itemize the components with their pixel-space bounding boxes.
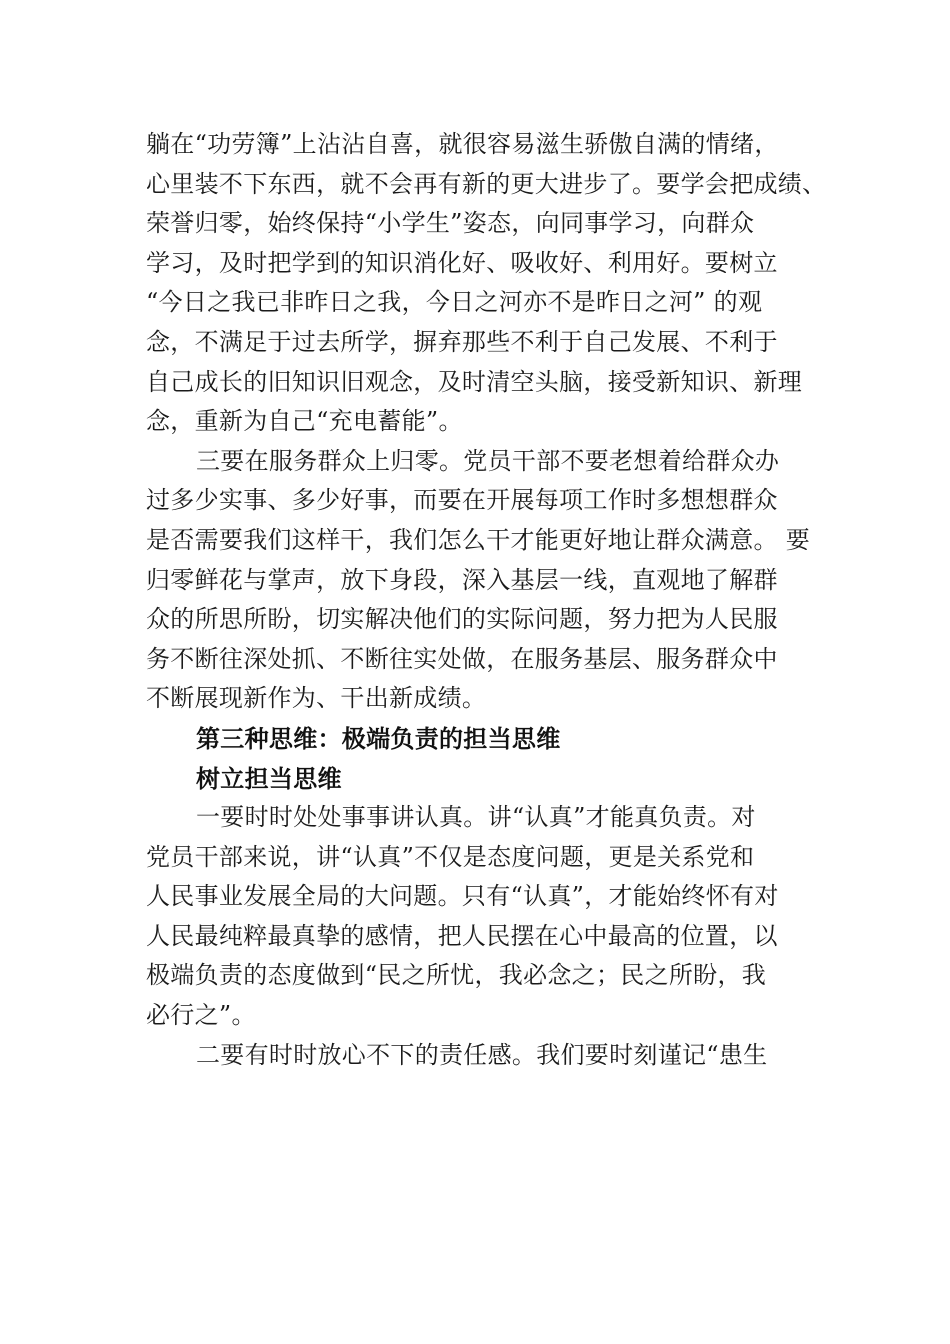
text-line: 过多少实事、多少好事，而要在开展每项工作时多想想群众: [146, 486, 778, 515]
subsection-heading: 树立担当思维: [196, 763, 342, 793]
text-line: 不断展现新作为、干出新成绩。: [146, 684, 487, 713]
text-line: 众的所思所盼，切实解决他们的实际问题，努力把为人民服: [146, 605, 778, 634]
text-line: 心里装不下东西，就不会再有新的更大进步了。要学会把成绩、: [146, 169, 827, 198]
text-line: 躺在“功劳簿”上沾沾自喜，就很容易滋生骄傲自满的情绪，: [146, 130, 779, 158]
text-line: 荣誉归零，始终保持“小学生”姿态，向同事学习，向群众: [146, 209, 755, 238]
body-text: [146, 125, 827, 1075]
text-line: 念，不满足于过去所学，摒弃那些不利于自己发展、不利于: [146, 327, 778, 356]
text-line: 极端负责的态度做到“民之所忧，我必念之；民之所盼，我: [146, 961, 767, 990]
paragraph-start-line: 三要在服务群众上归零。党员干部不要老想着给群众办: [196, 446, 780, 475]
paragraph-start-line: 一要时时处处事事讲认真。讲“认真”才能真负责。对: [196, 803, 756, 832]
text-line: “今日之我已非昨日之我，今日之河亦不是昨日之河” 的观: [146, 288, 763, 317]
text-line: 学习，及时把学到的知识消化好、吸收好、利用好。要树立: [146, 248, 778, 277]
paragraph-start-line: 二要有时时放心不下的责任感。我们要时刻谨记“患生: [196, 1040, 768, 1069]
text-line: 务不断往深处抓、不断往实处做，在服务基层、服务群众中: [146, 644, 778, 673]
text-line: 念，重新为自己“充电蓄能”。: [146, 407, 463, 436]
text-line: 人民事业发展全局的大问题。只有“认真”，才能始终怀有对: [146, 882, 779, 911]
text-line: 自己成长的旧知识旧观念，及时清空头脑，接受新知识、新理: [146, 367, 803, 396]
text-line: 人民最纯粹最真挚的感情，把人民摆在心中最高的位置，以: [146, 921, 778, 950]
text-line: 必行之”。: [146, 1001, 256, 1030]
text-line: 归零鲜花与掌声，放下身段，深入基层一线，直观地了解群: [146, 565, 778, 594]
text-line: 是否需要我们这样干，我们怎么干才能更好地让群众满意。 要: [146, 525, 811, 554]
section-heading: 第三种思维：极端负责的担当思维: [196, 723, 561, 753]
text-line: 党员干部来说，讲“认真”不仅是态度问题，更是关系党和: [146, 842, 755, 871]
